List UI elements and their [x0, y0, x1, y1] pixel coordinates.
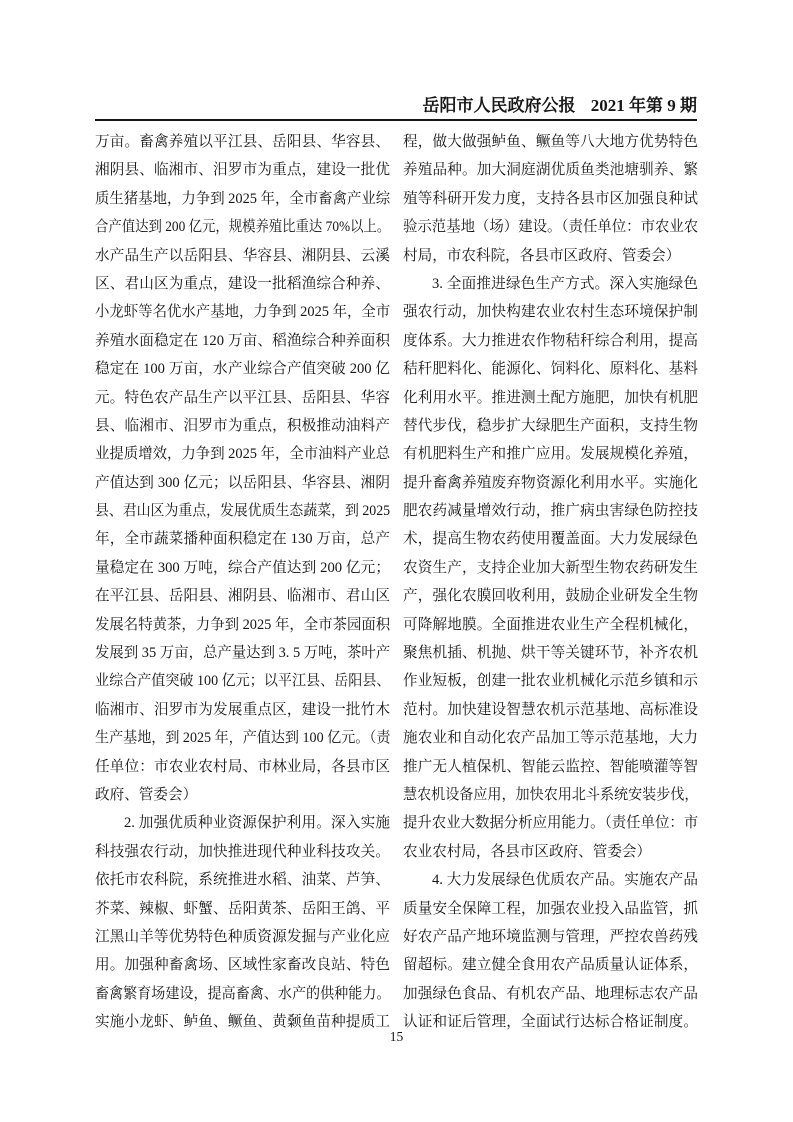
text-line: 元。特色农产品生产以平江县、岳阳县、华容 — [95, 389, 390, 406]
text-line: 产，强化农膜回收利用，鼓励企业研发全生物 — [403, 588, 698, 605]
text-line: 水产品生产以岳阳县、华容县、湘阴县、云溪 — [95, 247, 390, 264]
text-line: 养殖品种。加大洞庭湖优质鱼类池塘驯养、繁 — [403, 162, 698, 179]
text-line: 术，提高生物农药使用覆盖面。大力发展绿色 — [403, 531, 698, 548]
text-line: 任单位：市农业农村局、市林业局，各县市区 — [95, 758, 390, 775]
text-line: 肥农药减量增效行动，推广病虫害绿色防控技 — [403, 503, 698, 520]
text-line: 可降解地膜。全面推进农业生产全程机械化， — [403, 616, 698, 633]
text-line: 稳定在 100 万亩，水产业综合产值突破 200 亿 — [95, 361, 390, 378]
text-line: 度体系。大力推进农作物秸秆综合利用，提高 — [403, 332, 698, 349]
text-line: 慧农机设备应用，加快农用北斗系统安装步伐， — [403, 786, 699, 803]
text-line: 在平江县、岳阳县、湘阴县、临湘市、君山区 — [95, 588, 390, 605]
text-line: 提升农业大数据分析应用能力。（责任单位：市 — [403, 815, 699, 832]
text-line: 政府、管委会） — [95, 786, 198, 803]
text-line: 农业农村局，各县市区政府、管委会） — [403, 843, 652, 860]
text-line: 程，做大做强鲈鱼、鳜鱼等八大地方优势特色 — [403, 134, 698, 150]
text-line: 实施小龙虾、鲈鱼、鳜鱼、黄颡鱼苗种提质工 — [95, 1014, 390, 1031]
text-line: 作业短板，创建一批农业机械化示范乡镇和示 — [403, 673, 698, 690]
text-line: 用。加强种畜禽场、区域性家畜改良站、特色 — [95, 957, 390, 974]
text-line: 合产值达到 200 亿元，规模养殖比重达 70%以上。 — [95, 219, 391, 236]
text-line: 发展到 35 万亩，总产量达到 3. 5 万吨，茶叶产 — [95, 645, 391, 662]
text-line: 农资生产，支持企业加大新型生物农药研发生 — [403, 559, 698, 576]
gazette-title: 岳阳市人民政府公报 — [422, 96, 576, 115]
text-line: 替代步伐，稳步扩大绿肥生产面积，支持生物 — [403, 417, 698, 434]
text-line: 推广无人植保机、智能云监控、智能喷灌等智 — [403, 758, 698, 775]
issue-label: 2021 年第 9 期 — [590, 96, 697, 115]
text-line: 范村。加快建设智慧农机示范基地、高标准设 — [403, 701, 698, 718]
text-line: 聚焦机插、机抛、烘干等关键环节，补齐农机 — [403, 645, 698, 662]
text-line: 强农行动，加快构建农业农村生态环境保护制 — [403, 304, 698, 321]
text-line: 科技强农行动，加快推进现代种业科技攻关。 — [95, 843, 390, 860]
text-line: 质量安全保障工程，加强农业投入品监管，抓 — [403, 900, 698, 917]
text-line: 2. 加强优质种业资源保护利用。深入实施 — [124, 815, 390, 832]
left-column — [95, 128, 390, 1037]
text-line: 芥菜、辣椒、虾蟹、岳阳黄茶、岳阳王鸽、平 — [95, 900, 390, 917]
text-line: 认证和证后管理，全面试行达标合格证制度。 — [403, 1014, 698, 1031]
text-line: 有机肥料生产和推广应用。发展规模化养殖， — [403, 446, 698, 463]
text-line: 殖等科研开发力度，支持各县市区加强良种试 — [403, 190, 698, 207]
text-line: 年，全市蔬菜播种面积稳定在 130 万亩，总产 — [95, 531, 390, 548]
text-line: 县、临湘市、汨罗市为重点，积极推动油料产 — [95, 417, 390, 434]
text-line: 业提质增效，力争到 2025 年，全市油料产业总 — [95, 446, 391, 463]
text-line: 留超标。建立健全食用农产品质量认证体系， — [403, 957, 698, 974]
text-line: 好农产品产地环境监测与管理，严控农兽药残 — [403, 928, 698, 945]
header-divider — [95, 119, 697, 121]
right-column — [403, 128, 698, 1037]
text-line: 小龙虾等名优水产基地，力争到 2025 年，全市 — [95, 304, 391, 321]
text-line: 依托市农科院，系统推进水稻、油菜、芦笋、 — [95, 872, 390, 889]
text-line: 村局，市农科院，各县市区政府、管委会） — [403, 247, 681, 264]
text-line: 秸秆肥料化、能源化、饲料化、原料化、基料 — [403, 361, 698, 378]
text-line: 业综合产值突破 100 亿元；以平江县、岳阳县、 — [95, 673, 391, 690]
text-line: 产值达到 300 亿元；以岳阳县、华容县、湘阴 — [95, 474, 390, 491]
text-line: 江黑山羊等优势特色种质资源发掘与产业化应 — [95, 928, 390, 945]
text-line: 提升畜禽养殖废弃物资源化利用水平。实施化 — [403, 474, 698, 491]
text-line: 施农业和自动化农产品加工等示范基地，大力 — [403, 730, 698, 747]
text-line: 万亩。畜禽养殖以平江县、岳阳县、华容县、 — [95, 134, 390, 150]
text-line: 生产基地，到 2025 年，产值达到 100 亿元。（责 — [95, 730, 391, 747]
text-line: 养殖水面稳定在 120 万亩、稻渔综合种养面积 — [95, 332, 390, 349]
page-number: 15 — [389, 1029, 404, 1044]
text-line: 质生猪基地，力争到 2025 年，全市畜禽产业综 — [95, 190, 391, 207]
text-line: 畜禽繁育场建设，提高畜禽、水产的供种能力。 — [95, 985, 391, 1002]
text-line: 化利用水平。推进测土配方施肥，加快有机肥 — [403, 389, 698, 406]
text-line: 量稳定在 300 万吨，综合产值达到 200 亿元； — [95, 559, 390, 576]
text-line: 3. 全面推进绿色生产方式。深入实施绿色 — [432, 275, 698, 292]
text-line: 临湘市、汨罗市为发展重点区，建设一批竹木 — [95, 701, 390, 718]
page-header — [422, 96, 697, 116]
text-line: 区、君山区为重点，建设一批稻渔综合种养、 — [95, 275, 390, 292]
text-line: 加强绿色食品、有机农产品、地理标志农产品 — [403, 985, 698, 1002]
text-line: 县、君山区为重点，发展优质生态蔬菜，到 2025 — [95, 503, 391, 520]
text-line: 发展名特黄茶，力争到 2025 年，全市茶园面积 — [95, 616, 391, 633]
text-line: 湘阴县、临湘市、汨罗市为重点，建设一批优 — [95, 162, 390, 179]
text-line: 4. 大力发展绿色优质农产品。实施农产品 — [432, 872, 698, 889]
body-columns — [95, 128, 698, 1037]
text-line: 验示范基地（场）建设。（责任单位：市农业农 — [403, 219, 699, 236]
